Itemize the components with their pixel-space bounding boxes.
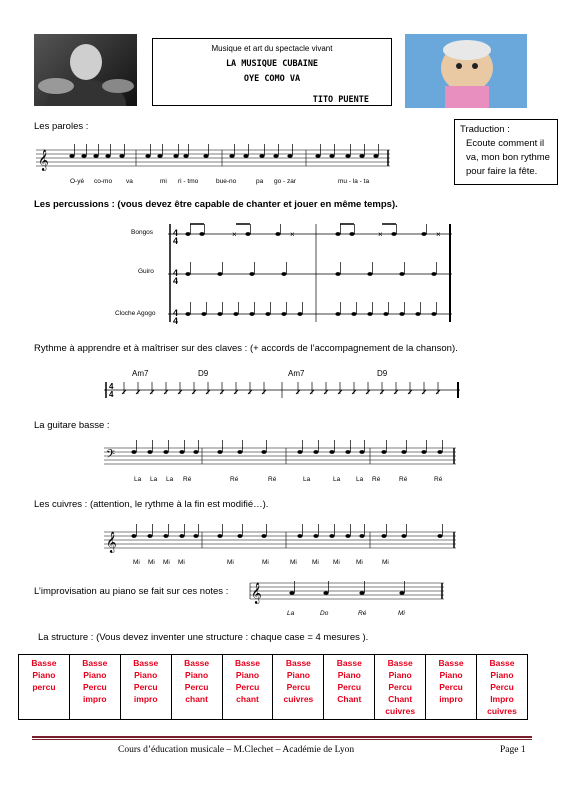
note — [261, 450, 266, 454]
x-note: × — [436, 230, 441, 239]
brass-note-label: Mi — [290, 559, 297, 566]
svg-text:𝄞: 𝄞 — [38, 150, 49, 171]
guiro-note — [399, 272, 404, 276]
note — [373, 154, 378, 158]
note — [131, 450, 136, 454]
note — [345, 450, 350, 454]
percussion-score — [168, 222, 458, 326]
bass-note-label: Ré — [268, 476, 277, 483]
svg-text:4: 4 — [109, 390, 114, 399]
note — [381, 534, 386, 538]
brass-note-label: Mi — [382, 559, 389, 566]
note — [193, 450, 198, 454]
note — [289, 591, 294, 595]
piano-note-label: Ré — [358, 610, 367, 617]
note — [147, 534, 152, 538]
note — [183, 154, 188, 158]
bongo-note — [275, 232, 280, 236]
note — [381, 450, 386, 454]
note — [345, 534, 350, 538]
agogo-note — [351, 312, 356, 316]
svg-text:𝄞: 𝄞 — [106, 532, 117, 553]
note — [243, 154, 248, 158]
structure-table — [18, 654, 528, 720]
subtitle: Musique et art du spectacle vivant — [211, 44, 333, 53]
note — [297, 450, 302, 454]
structure-cell: Basse Piano Percu impro — [426, 655, 477, 720]
chord: D9 — [377, 369, 388, 378]
agogo-note — [399, 312, 404, 316]
bongo-note — [245, 232, 250, 236]
bass-note-label: Ré — [183, 476, 192, 483]
note — [93, 154, 98, 158]
agogo-note — [367, 312, 372, 316]
brass-note-label: Mi — [148, 559, 155, 566]
note — [401, 534, 406, 538]
chord: D9 — [198, 369, 209, 378]
note — [163, 450, 168, 454]
lyric: ri - tmo — [178, 178, 199, 185]
agogo-note — [281, 312, 286, 316]
agogo-note — [431, 312, 436, 316]
claves-staff — [104, 380, 464, 408]
note — [323, 591, 328, 595]
svg-text:4: 4 — [173, 276, 179, 286]
artist-name: TITO PUENTE — [312, 95, 369, 105]
brass-note-label: Mi — [312, 559, 319, 566]
structure-cell: Basse Piano Percu cuivres — [273, 655, 324, 720]
translation-text: Ecoute comment il va, mon bon rythme pour faire la fête. — [466, 138, 550, 177]
brass-staff — [104, 530, 464, 554]
bongo-note — [421, 232, 426, 236]
guiro-note — [335, 272, 340, 276]
bass-staff — [104, 446, 464, 470]
piano-note-label: La — [287, 610, 295, 617]
note — [315, 154, 320, 158]
note — [359, 534, 364, 538]
note — [259, 154, 264, 158]
note — [203, 154, 208, 158]
x-note: × — [290, 230, 295, 239]
guiro-note — [431, 272, 436, 276]
section-percussions: Les percussions : (vous devez être capable de chanter et jouer en même temps). — [34, 199, 398, 210]
translation-box — [454, 119, 558, 185]
svg-text:4: 4 — [173, 268, 179, 278]
svg-text:4: 4 — [173, 316, 179, 326]
agogo-note — [185, 312, 190, 316]
brass-note-label: Mi — [227, 559, 234, 566]
footer-rule — [32, 736, 532, 738]
guiro-note — [249, 272, 254, 276]
section-basse: La guitare basse : — [34, 420, 110, 431]
agogo-note — [265, 312, 270, 316]
tito-puente-photo — [34, 34, 137, 106]
note — [261, 534, 266, 538]
guiro-note — [281, 272, 286, 276]
note — [401, 450, 406, 454]
footer-credit: Cours d’éducation musicale – M.Clechet – Académie de Lyon — [118, 745, 355, 755]
row-label-bongos: Bongos — [131, 229, 154, 236]
note — [437, 450, 442, 454]
note — [69, 154, 74, 158]
main-title: LA MUSIQUE CUBAINE — [225, 59, 319, 69]
note — [217, 450, 222, 454]
bass-note-label: La — [303, 476, 311, 483]
note — [399, 591, 404, 595]
lyric: bue-no — [216, 178, 237, 185]
bass-note-label: La — [134, 476, 142, 483]
note — [313, 450, 318, 454]
note — [119, 154, 124, 158]
structure-cell: Basse Piano Percu impro — [69, 655, 120, 720]
note — [105, 154, 110, 158]
bongo-note — [349, 232, 354, 236]
lyric: mi — [160, 178, 167, 185]
brass-note-label: Mi — [262, 559, 269, 566]
brass-note-label: Mi — [133, 559, 140, 566]
bass-note-label: Ré — [399, 476, 408, 483]
bass-note-label: La — [166, 476, 174, 483]
chord: Am7 — [132, 369, 149, 378]
x-note: × — [378, 230, 383, 239]
note — [345, 154, 350, 158]
section-structure: La structure : (Vous devez inventer une structure : chaque case = 4 mesures ). — [38, 632, 369, 643]
note — [237, 450, 242, 454]
note — [179, 450, 184, 454]
lyric: pa — [256, 178, 264, 185]
agogo-note — [297, 312, 302, 316]
section-cuivres: Les cuivres : (attention, le rythme à la fin est modifié…). — [34, 499, 269, 510]
svg-text:4: 4 — [173, 228, 179, 238]
bongo-note — [185, 232, 190, 236]
chord: Am7 — [288, 369, 305, 378]
bass-note-label: Ré — [230, 476, 239, 483]
note — [217, 534, 222, 538]
agogo-note — [233, 312, 238, 316]
note — [237, 534, 242, 538]
piano-note-label: Mi — [398, 610, 405, 617]
structure-cell: Basse Piano Percu impro — [120, 655, 171, 720]
structure-cell: Basse Piano Percu Chant — [324, 655, 375, 720]
note — [297, 534, 302, 538]
cartoon-photo — [405, 34, 527, 108]
section-impro: L’improvisation au piano se fait sur ces notes : — [34, 586, 229, 597]
guiro-note — [217, 272, 222, 276]
lyric: va — [126, 178, 133, 185]
note — [163, 534, 168, 538]
note — [437, 534, 442, 538]
note — [329, 154, 334, 158]
agogo-note — [249, 312, 254, 316]
bongo-note — [199, 232, 204, 236]
brass-note-label: Mi — [178, 559, 185, 566]
footer-rule-thin — [32, 739, 532, 740]
structure-cell: Basse Piano Percu Chant cuivres — [375, 655, 426, 720]
note — [229, 154, 234, 158]
svg-text:4: 4 — [109, 382, 114, 391]
note — [359, 591, 364, 595]
row-label-agogo: Cloche Agogo — [115, 310, 156, 317]
note — [157, 154, 162, 158]
lyric: mu - la - ta — [338, 178, 370, 185]
agogo-note — [217, 312, 222, 316]
note — [329, 534, 334, 538]
page-number: Page 1 — [500, 745, 526, 755]
bongo-note — [335, 232, 340, 236]
note — [173, 154, 178, 158]
note — [145, 154, 150, 158]
bass-note-label: Ré — [434, 476, 443, 483]
bass-note-label: La — [150, 476, 158, 483]
photo-illustration — [34, 34, 137, 106]
svg-text:𝄢: 𝄢 — [106, 448, 116, 464]
structure-row — [19, 655, 528, 720]
section-rythme: Rythme à apprendre et à maîtriser sur des claves : (+ accords de l’accompagnement de la chanson). — [34, 343, 458, 354]
lyrics-staff — [36, 148, 396, 172]
note — [287, 154, 292, 158]
note — [421, 450, 426, 454]
brass-note-label: Mi — [163, 559, 170, 566]
note — [273, 154, 278, 158]
note — [359, 154, 364, 158]
note — [359, 450, 364, 454]
section-paroles: Les paroles : — [34, 121, 89, 132]
structure-cell: Basse Piano Percu Impro cuivres — [477, 655, 528, 720]
title-box — [152, 38, 392, 106]
agogo-note — [415, 312, 420, 316]
svg-text:4: 4 — [173, 236, 179, 246]
agogo-note — [335, 312, 340, 316]
bass-note-label: La — [356, 476, 364, 483]
structure-cell: Basse Piano Percu chant — [171, 655, 222, 720]
bass-note-label: La — [333, 476, 341, 483]
note — [179, 534, 184, 538]
piano-note-label: Do — [320, 610, 329, 617]
lyric: O-yé — [70, 178, 85, 185]
svg-text:𝄞: 𝄞 — [251, 583, 262, 604]
brass-note-label: Mi — [356, 559, 363, 566]
structure-cell: Basse Piano Percu chant — [222, 655, 273, 720]
song-title: OYE COMO VA — [243, 74, 301, 84]
note — [313, 534, 318, 538]
cartoon-illustration — [405, 34, 527, 108]
guiro-note — [185, 272, 190, 276]
note — [147, 450, 152, 454]
brass-note-label: Mi — [333, 559, 340, 566]
structure-cell: Basse Piano percu — [19, 655, 70, 720]
lyric: co-mo — [94, 178, 113, 185]
row-label-guiro: Guiro — [138, 268, 154, 275]
svg-text:4: 4 — [173, 308, 179, 318]
bongo-note — [391, 232, 396, 236]
piano-staff — [250, 581, 450, 605]
agogo-note — [201, 312, 206, 316]
note — [81, 154, 86, 158]
translation-title: Traduction : — [460, 124, 510, 135]
guiro-note — [367, 272, 372, 276]
note — [193, 534, 198, 538]
note — [131, 534, 136, 538]
lyric: go - zar — [274, 178, 297, 185]
x-note: × — [232, 230, 237, 239]
note — [329, 450, 334, 454]
agogo-note — [383, 312, 388, 316]
bass-note-label: Ré — [372, 476, 381, 483]
